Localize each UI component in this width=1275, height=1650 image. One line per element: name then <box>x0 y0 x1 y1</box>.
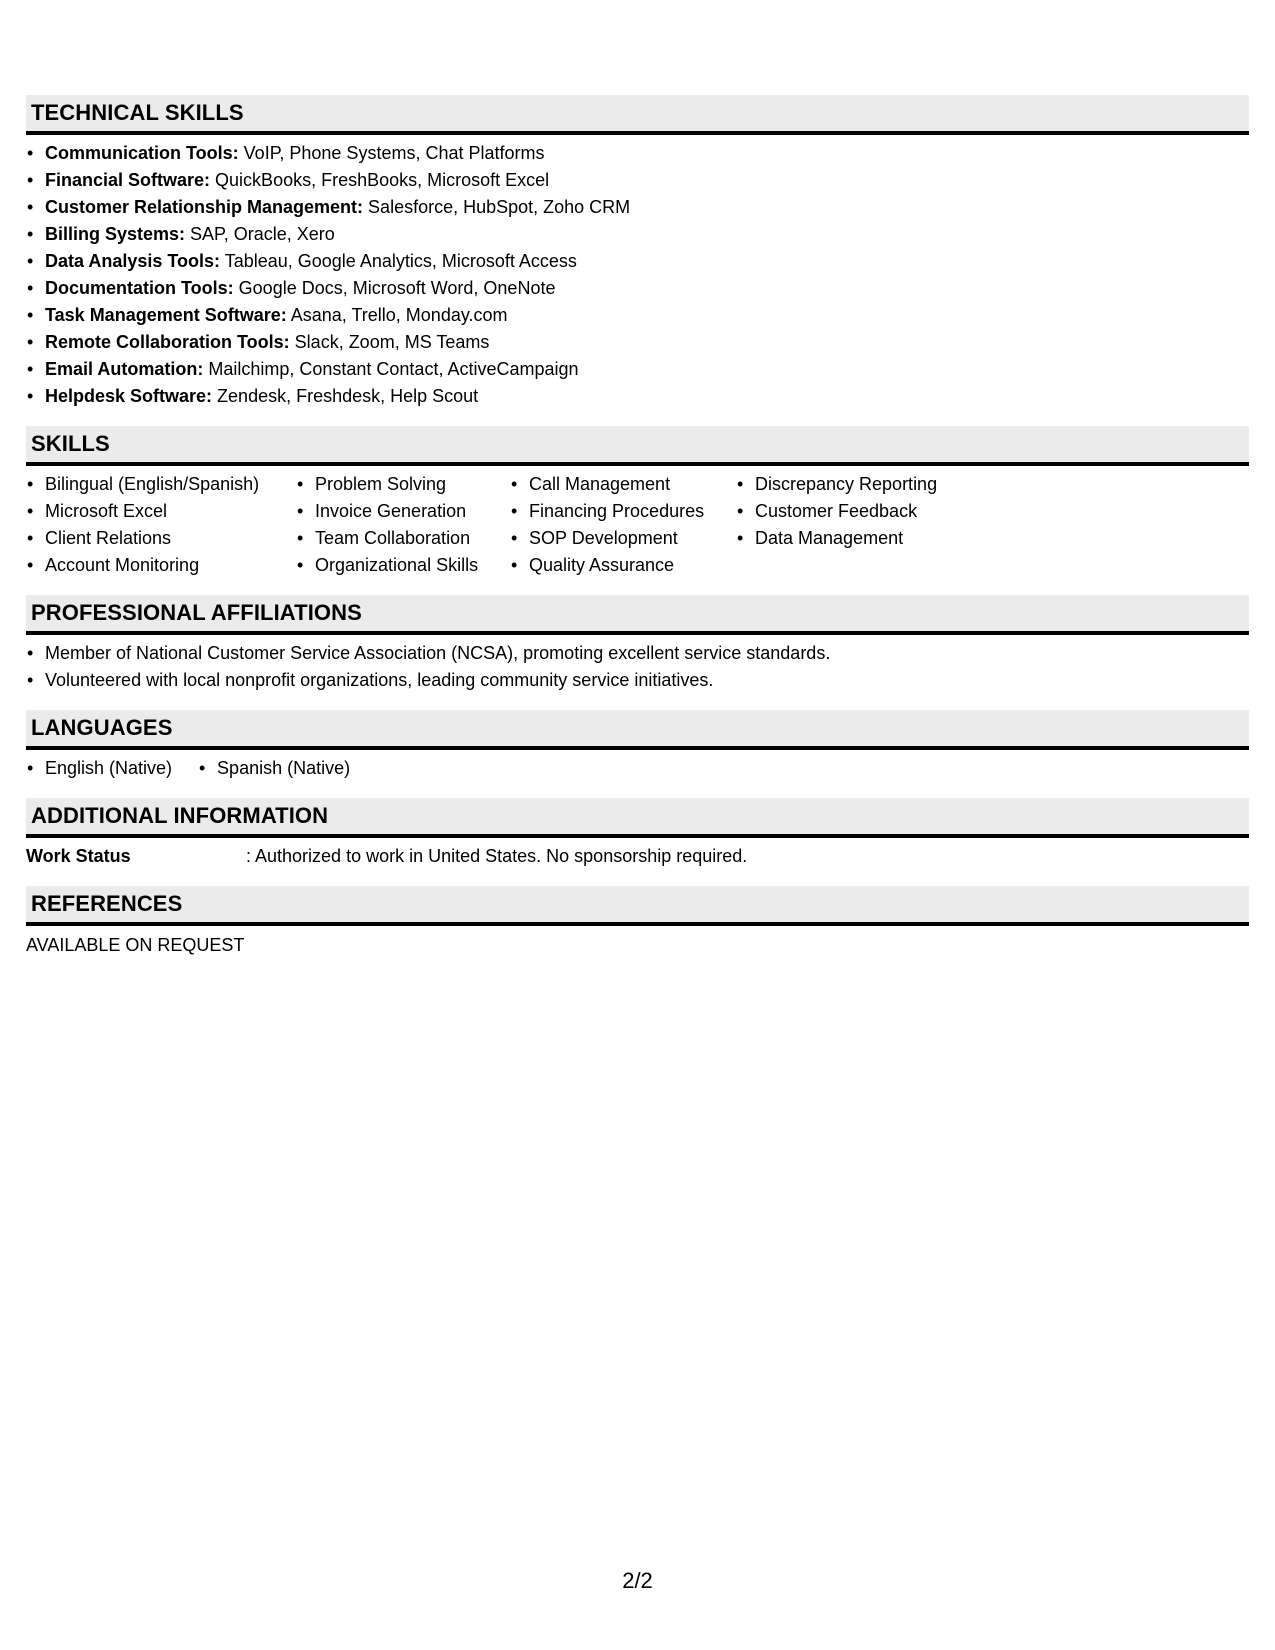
list-item: • Remote Collaboration Tools: Slack, Zoom, MS Teams <box>26 329 1249 356</box>
resume-page <box>26 95 1249 959</box>
skills-column <box>296 471 510 579</box>
page-number: 2/2 <box>622 1568 653 1593</box>
list-item: • Helpdesk Software: Zendesk, Freshdesk, Help Scout <box>26 383 1249 410</box>
list-item: • Financing Procedures <box>510 498 736 525</box>
list-item: • Bilingual (English/Spanish) <box>26 471 296 498</box>
languages-header <box>26 710 1249 750</box>
list-item: • Team Collaboration <box>296 525 510 552</box>
list-item: • Email Automation: Mailchimp, Constant Contact, ActiveCampaign <box>26 356 1249 383</box>
list-item: • Data Management <box>736 525 996 552</box>
list-item: • Member of National Customer Service Association (NCSA), promoting excellent service standards. <box>26 640 1249 667</box>
list-item: • Data Analysis Tools: Tableau, Google Analytics, Microsoft Access <box>26 248 1249 275</box>
affiliations-header <box>26 595 1249 635</box>
work-status-row <box>26 843 1249 870</box>
references-text: AVAILABLE ON REQUEST <box>26 935 245 955</box>
list-item: • Task Management Software: Asana, Trello, Monday.com <box>26 302 1249 329</box>
list-item: • Volunteered with local nonprofit organizations, leading community service initiatives. <box>26 667 1249 694</box>
list-item: • Billing Systems: SAP, Oracle, Xero <box>26 221 1249 248</box>
additional-info-header <box>26 798 1249 838</box>
list-item: • Documentation Tools: Google Docs, Microsoft Word, OneNote <box>26 275 1249 302</box>
affiliations-title: PROFESSIONAL AFFILIATIONS <box>31 600 362 625</box>
list-item: • English (Native) <box>26 755 172 782</box>
list-item: • SOP Development <box>510 525 736 552</box>
list-item: • Invoice Generation <box>296 498 510 525</box>
additional-info-title: ADDITIONAL INFORMATION <box>31 803 329 828</box>
list-item: • Client Relations <box>26 525 296 552</box>
affiliations-list <box>26 640 1249 694</box>
list-item: • Account Monitoring <box>26 552 296 579</box>
skills-header <box>26 426 1249 466</box>
skills-column <box>26 471 296 579</box>
technical-skills-list <box>26 140 1249 410</box>
skills-title: SKILLS <box>31 431 110 456</box>
work-status-value: : Authorized to work in United States. No sponsorship required. <box>246 846 748 866</box>
list-item: • Microsoft Excel <box>26 498 296 525</box>
list-item: • Discrepancy Reporting <box>736 471 996 498</box>
languages-list <box>26 755 1249 782</box>
list-item: • Financial Software: QuickBooks, FreshBooks, Microsoft Excel <box>26 167 1249 194</box>
list-item: • Quality Assurance <box>510 552 736 579</box>
technical-skills-header <box>26 95 1249 135</box>
work-status-label: Work Status <box>26 846 131 866</box>
list-item: • Call Management <box>510 471 736 498</box>
languages-title: LANGUAGES <box>31 715 173 740</box>
list-item: • Organizational Skills <box>296 552 510 579</box>
skills-column <box>736 471 996 579</box>
list-item: • Spanish (Native) <box>198 755 350 782</box>
references-title: REFERENCES <box>31 891 183 916</box>
list-item: • Problem Solving <box>296 471 510 498</box>
skills-grid <box>26 471 1249 579</box>
skills-column <box>510 471 736 579</box>
list-item: • Customer Relationship Management: Salesforce, HubSpot, Zoho CRM <box>26 194 1249 221</box>
list-item: • Customer Feedback <box>736 498 996 525</box>
technical-skills-title: TECHNICAL SKILLS <box>31 100 244 125</box>
list-item: • Communication Tools: VoIP, Phone Systems, Chat Platforms <box>26 140 1249 167</box>
references-header <box>26 886 1249 926</box>
